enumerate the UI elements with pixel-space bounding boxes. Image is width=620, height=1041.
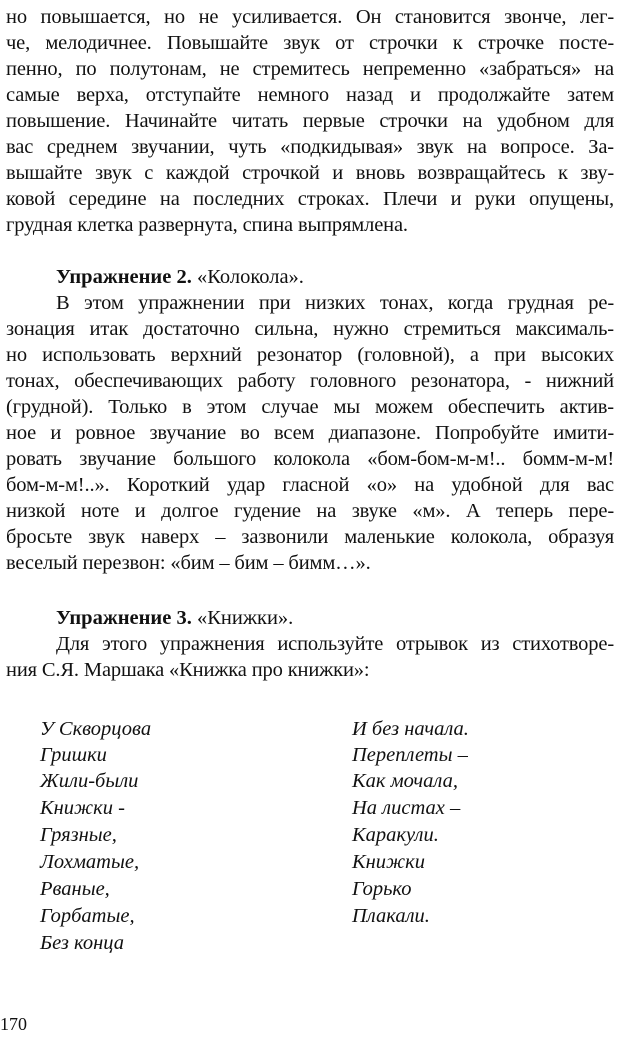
text-line: зонация итак достаточно сильна, нужно стремиться максималь-	[6, 318, 614, 340]
exercise-3-number: Упражнение 3.	[56, 607, 192, 629]
text-line: Для этого упражнения используйте отрывок из стихотворе-	[56, 633, 614, 655]
text-line: грудная клетка развернута, спина выпрямлена.	[6, 214, 408, 236]
poem-line: Горбатые,	[40, 905, 135, 927]
poem-line: Каракули.	[352, 824, 439, 846]
text-line: ния С.Я. Маршака «Книжка про книжки»:	[6, 659, 370, 681]
exercise-3-heading	[56, 605, 293, 631]
text-line: бом-м-м!..». Короткий удар гласной «о» на удобной для вас	[6, 474, 614, 496]
poem-line: И без начала.	[352, 718, 469, 740]
text-line: ное и ровное звучание во всем диапазоне. Попробуйте имити-	[6, 422, 614, 444]
text-line: самые верха, отступайте немного назад и продолжайте затем	[6, 84, 614, 106]
poem-line: Плакали.	[352, 905, 430, 927]
poem-line: На листах –	[352, 797, 461, 819]
exercise-2-number: Упражнение 2.	[56, 266, 192, 288]
text-line: (грудной). Только в этом случае мы можем обеспечить актив-	[6, 396, 614, 418]
poem-line: Без конца	[40, 932, 125, 954]
text-line: че, мелодичнее. Повышайте звук от строчки к строчке посте-	[6, 32, 614, 54]
poem-line: Рваные,	[40, 878, 110, 900]
poem-line: Жили-были	[40, 770, 139, 792]
poem-line: У Скворцова	[40, 718, 152, 740]
poem-line: Гришки	[40, 744, 107, 766]
poem-line: Книжки	[352, 851, 425, 873]
poem-line: Переплеты –	[352, 744, 468, 766]
poem-line: Лохматые,	[40, 851, 140, 873]
text-line: тонах, обеспечивающих работу головного резонатора, - нижний	[6, 370, 614, 392]
text-line: но повышается, но не усиливается. Он становится звонче, лег-	[6, 6, 614, 28]
text-line: вышайте звук с каждой строчкой и вновь возвращайтесь к зву-	[6, 162, 614, 184]
page-number: 170	[0, 1014, 27, 1034]
exercise-3-title: «Книжки».	[191, 607, 294, 629]
exercise-2-heading	[56, 264, 304, 290]
poem-line: Книжки -	[40, 797, 125, 819]
text-line: вас среднем звучании, чуть «подкидывая» звук на вопросе. За-	[6, 136, 614, 158]
text-line: повышение. Начинайте читать первые строчки на удобном для	[6, 110, 614, 132]
exercise-2-title: «Колокола».	[191, 266, 304, 288]
text-line: В этом упражнении при низких тонах, когда грудная ре-	[56, 292, 614, 314]
poem-line: Грязные,	[40, 824, 117, 846]
text-line: ковой середине на последних строках. Плечи и руки опущены,	[6, 188, 614, 210]
text-line: веселый перезвон: «бим – бим – бимм…».	[6, 552, 371, 574]
text-line: низкой ноте и долгое гудение на звуке «м». А теперь пере-	[6, 500, 614, 522]
text-line: ровать звучание большого колокола «бом-бом-м-м!.. бомм-м-м!	[6, 448, 614, 470]
text-line: но использовать верхний резонатор (головной), а при высоких	[6, 344, 614, 366]
poem-line: Горько	[352, 878, 412, 900]
poem-line: Как мочала,	[352, 770, 458, 792]
text-line: бросьте звук наверх – зазвонили маленькие колокола, образуя	[6, 526, 614, 548]
text-line: пенно, по полутонам, не стремитесь непременно «забраться» на	[6, 58, 614, 80]
